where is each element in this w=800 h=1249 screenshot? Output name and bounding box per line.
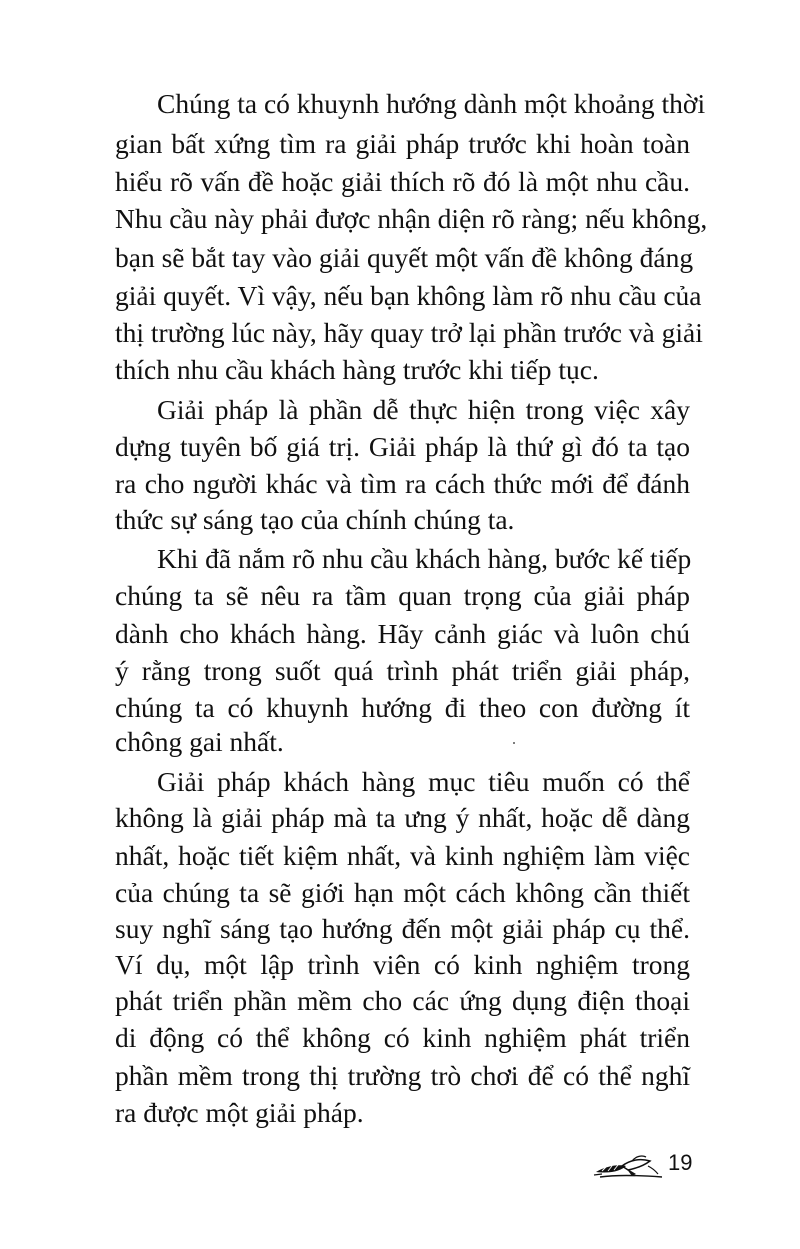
text-line: chông gai nhất.	[115, 726, 284, 757]
text-line: Chúng ta có khuynh hướng dành một khoảng thời	[157, 88, 706, 119]
text-line: phát triển phần mềm cho các ứng dụng điện thoại	[115, 985, 690, 1016]
text-line: suy nghĩ sáng tạo hướng đến một giải pháp cụ thể.	[115, 913, 690, 944]
text-line: thị trường lúc này, hãy quay trở lại phần trước và giải	[115, 317, 703, 348]
text-line: ra cho người khác và tìm ra cách thức mới để đánh	[115, 468, 690, 499]
page-number: 19	[668, 1150, 693, 1175]
text-line: chúng ta có khuynh hướng đi theo con đường ít	[115, 692, 690, 723]
page-footer	[592, 1148, 702, 1188]
text-line: ý rằng trong suốt quá trình phát triển giải pháp,	[115, 655, 690, 686]
text-line: của chúng ta sẽ giới hạn một cách không cần thiết	[115, 877, 690, 908]
text-line: thích nhu cầu khách hàng trước khi tiếp tục.	[115, 354, 599, 385]
text-line: Nhu cầu này phải được nhận diện rõ ràng; nếu không,	[115, 203, 708, 234]
text-line: nhất, hoặc tiết kiệm nhất, và kinh nghiệm làm việc	[115, 840, 690, 871]
text-line: dựng tuyên bố giá trị. Giải pháp là thứ gì đó ta tạo	[115, 431, 690, 462]
text-line: Ví dụ, một lập trình viên có kinh nghiệm trong	[115, 949, 690, 980]
text-line: thức sự sáng tạo của chính chúng ta.	[115, 504, 515, 535]
text-line: chúng ta sẽ nêu ra tầm quan trọng của giải pháp	[115, 580, 690, 611]
print-speck	[513, 742, 515, 744]
text-line: gian bất xứng tìm ra giải pháp trước khi hoàn toàn	[115, 128, 690, 159]
text-line: hiểu rõ vấn đề hoặc giải thích rõ đó là một nhu cầu.	[115, 166, 690, 197]
text-line: dành cho khách hàng. Hãy cảnh giác và luôn chú	[115, 618, 690, 649]
text-line: giải quyết. Vì vậy, nếu bạn không làm rõ nhu cầu của	[115, 280, 702, 311]
text-line: Giải pháp là phần dễ thực hiện trong việc xây	[157, 394, 690, 425]
text-line: ra được một giải pháp.	[115, 1097, 364, 1128]
text-line: không là giải pháp mà ta ưng ý nhất, hoặc dễ dàng	[115, 802, 690, 833]
text-line: di động có thể không có kinh nghiệm phát triển	[115, 1022, 690, 1053]
text-line: bạn sẽ bắt tay vào giải quyết một vấn đề không đáng	[115, 242, 694, 273]
text-line: Khi đã nắm rõ nhu cầu khách hàng, bước kế tiếp	[157, 543, 692, 574]
text-line: phần mềm trong thị trường trò chơi để có thể nghĩ	[115, 1060, 690, 1091]
text-line: Giải pháp khách hàng mục tiêu muốn có thể	[157, 766, 690, 797]
